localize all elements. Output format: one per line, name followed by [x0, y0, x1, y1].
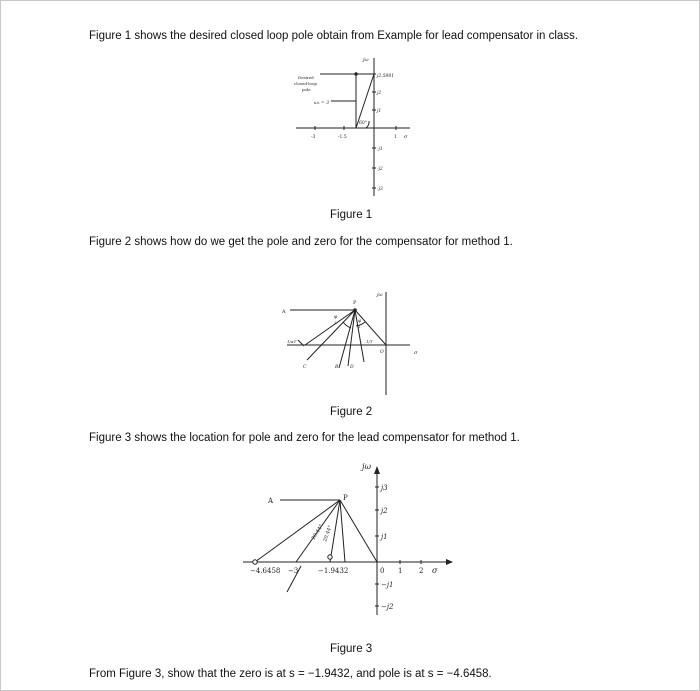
- fig2-arc-1: [343, 322, 351, 328]
- fig3-two-label: 2: [419, 567, 424, 575]
- fig1-mj2-label: -j2: [377, 167, 383, 172]
- fig3-mj1-label: −j1: [381, 581, 394, 589]
- fig1-desired-label-1: Desired: [298, 75, 314, 80]
- fig2-A-label: A: [282, 309, 286, 315]
- fig3-zero-marker: [328, 555, 332, 559]
- figure3-intro-paragraph: Figure 3 shows the location for pole and zero for the lead compensator for method 1.: [89, 432, 520, 444]
- figure3-pole-zero: [243, 466, 453, 615]
- fig2-D-label: D: [350, 365, 354, 370]
- figure2-construction: [287, 292, 410, 395]
- fig1-one-label: 1: [394, 135, 397, 140]
- fig2-O-label: O: [380, 350, 384, 355]
- fig2-line-PD: [348, 310, 355, 366]
- fig3-angle1-label: 20.44°: [310, 523, 325, 542]
- fig3-sigma-label: σ: [432, 566, 438, 575]
- fig1-m15-label: -1.5: [338, 135, 347, 140]
- fig1-desired-pole-dot: [354, 72, 358, 76]
- fig1-mj3-label: -j3: [377, 187, 383, 192]
- fig3-pole-value-label: −4.6458: [250, 567, 281, 575]
- fig2-pole-line: [305, 310, 355, 345]
- fig1-angle-label: 60°: [359, 121, 367, 126]
- fig2-pole-label: 1/αT: [287, 339, 297, 344]
- figure2-intro-paragraph: Figure 2 shows how do we get the pole and zero for the compensator for method 1.: [89, 236, 513, 248]
- fig3-jw-arrow: [374, 466, 380, 474]
- fig3-line-inner: [340, 500, 345, 562]
- fig3-j1-label: j1: [381, 533, 388, 541]
- fig2-C-label: C: [303, 365, 307, 370]
- fig1-j2-label: j2: [377, 91, 382, 96]
- fig2-phi-left: φ: [334, 315, 338, 320]
- conclusion-paragraph: From Figure 3, show that the zero is at s = −1.9432, and pole is at s = −4.6458.: [89, 668, 492, 680]
- fig2-P-dot: [353, 308, 357, 312]
- fig2-line-PZ: [355, 310, 364, 362]
- fig2-phi-right: φ: [358, 319, 362, 324]
- fig3-P-label: P: [343, 494, 348, 502]
- figure2-caption: Figure 2: [330, 406, 373, 418]
- fig3-zero-value-label: −1.9432: [318, 567, 349, 575]
- fig1-desired-label-3: pole: [302, 87, 311, 92]
- fig2-phi-left-sub: 2: [334, 320, 337, 325]
- fig2-jw-label: jω: [377, 292, 383, 298]
- fig2-B-label: B: [335, 365, 339, 370]
- figure3-caption: Figure 3: [330, 643, 373, 655]
- fig3-sigma-arrow: [446, 559, 453, 565]
- fig2-P-label: P: [353, 300, 357, 306]
- intro-paragraph: Figure 1 shows the desired closed loop pole obtain from Example for lead compensator in class.: [89, 30, 579, 42]
- fig2-zero-label: 1/T: [366, 339, 373, 344]
- fig1-j1-label: j1: [377, 109, 382, 114]
- fig1-jw-label: jω: [363, 57, 369, 63]
- fig3-A-label: A: [268, 497, 274, 505]
- fig3-pole-marker: [253, 560, 257, 564]
- fig3-j2-label: j2: [381, 507, 388, 515]
- fig3-angle2-label: 20.44°: [322, 524, 334, 543]
- fig2-phi-right-sub: 2: [358, 324, 361, 329]
- fig1-m3-label: -3: [311, 135, 316, 140]
- fig1-mj1-label: -j1: [377, 147, 383, 152]
- figure1-caption: Figure 1: [330, 209, 373, 221]
- fig1-sigma-label: σ: [404, 134, 408, 140]
- fig1-wn-label: ωₙ = 3: [314, 101, 329, 106]
- fig3-mj2-label: −j2: [381, 603, 394, 611]
- fig1-pole-line: [356, 74, 374, 128]
- fig2-sigma-label: σ: [414, 350, 418, 356]
- fig1-desired-label-2: closed-loop: [294, 81, 317, 86]
- fig3-jw-label: jω: [362, 462, 372, 471]
- fig3-j3-label: j3: [381, 484, 388, 492]
- fig3-m3-label: −3: [288, 567, 299, 575]
- fig3-one-label: 1: [398, 567, 403, 575]
- fig1-j25981-label: j2.5981: [377, 74, 395, 79]
- fig3-origin-label: 0: [380, 567, 385, 575]
- fig3-line-PO: [340, 500, 377, 562]
